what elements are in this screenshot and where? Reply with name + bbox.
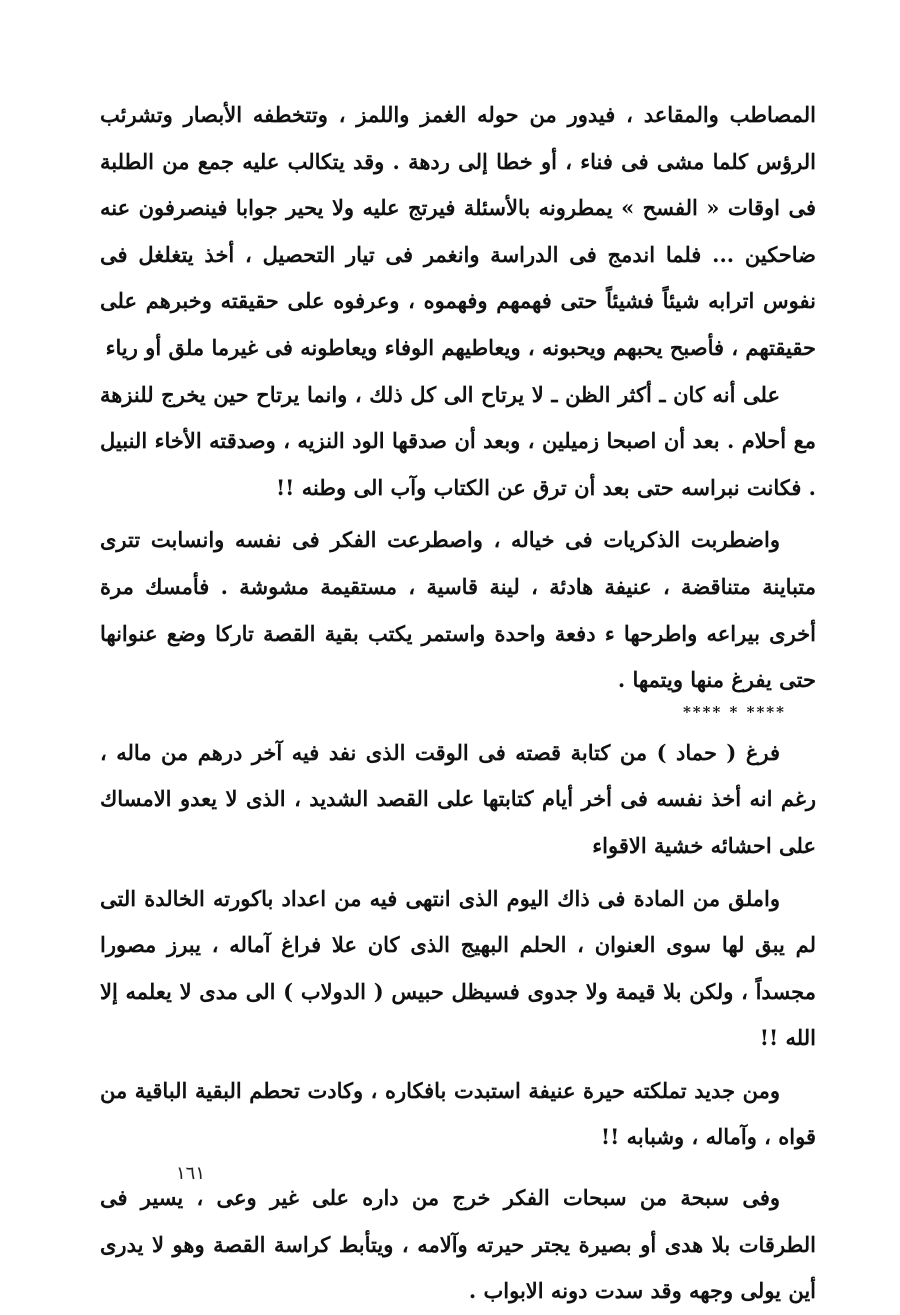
paragraph-3: واضطربت الذكريات فى خياله ، واصطرعت الفكر فى نفسه وانسابت تترى متباينة متناقضة ، عنيفة هادئة ، لينة قاسية ، مستقيمة مشوشة . فأمسك مرة أخرى بيراعه واطرحها ء دفعة واحدة واستمر يكتب بقية القصة تاركا وضع عنوانها حتى يفرغ منها ويتمها . (100, 527, 816, 693)
paragraph-7: وفى سبحة من سبحات الفكر خرج من داره على غير وعى ، يسير فى الطرقات بلا هدى أو بصيرة يجتر حيرته وآلامه ، ويتأبط كراسة القصة وهو لا يدرى أين يولى وجهه وقد سدت دونه الابواب . (100, 1185, 816, 1304)
body-text (100, 92, 816, 1315)
page-number: ١٦١ (176, 1163, 206, 1184)
paragraph-5: واملق من المادة فى ذاك اليوم الذى انتهى فيه من اعداد باكورته الخالدة التى لم يبق لها سوى العنوان ، الحلم البهيج الذى كان علا فراغ آماله ، يبرز مصورا مجسداً ، ولكن بلا قيمة ولا جدوى فسيظل حبيس ( الدولاب ) الى مدى لا يعلمه إلا الله !! (100, 885, 816, 1051)
paragraph-4: فرغ ( حماد ) من كتابة قصته فى الوقت الذى نفد فيه آخر درهم من ماله ، رغم انه أخذ نفسه فى أخر أيام كتابتها على القصد الشديد ، الذى لا يعدو الامساك على احشائه خشية الاقواء (100, 739, 816, 858)
paragraph-1: المصاطب والمقاعد ، فيدور من حوله الغمز واللمز ، وتتخطفه الأبصار وتشرئب الرؤس كلما مشى فى فناء ، أو خطا إلى ردهة . وقد يتكالب عليه جمع من الطلبة فى اوقات « الفسح » يمطرونه بالأسئلة فيرتج عليه ولا يحير جوابا فينصرفون عنه ضاحكين ... فلما اندمج فى الدراسة وانغمر فى تيار التحصيل ، أخذ يتغلغل فى نفوس اترابه شيئاً فشيئاً حتى فهمهم وفهموه ، وعرفوه على حقيقته وخبرهم على حقيقتهم ، فأصبح يحبهم ويحبونه ، ويعاطيهم الوفاء ويعاطونه فى غيرما ملق أو رياء (100, 102, 816, 360)
paragraph-2: على أنه كان ـ أكثر الظن ـ لا يرتاح الى كل ذلك ، وانما يرتاح حين يخرج للنزهة مع أحلام . بعد أن اصبحا زميلين ، وبعد أن صدقها الود النزيه ، وصدقته الأخاء النبيل . فكانت نبراسه حتى بعد أن ترق عن الكتاب وآب الى وطنه !! (100, 381, 816, 500)
paragraph-6: ومن جديد تملكته حيرة عنيفة استبدت بافكاره ، وكادت تحطم البقية الباقية من قواه ، وآماله ، وشبابه !! (100, 1077, 816, 1150)
section-separator: **** * **** (682, 702, 786, 721)
